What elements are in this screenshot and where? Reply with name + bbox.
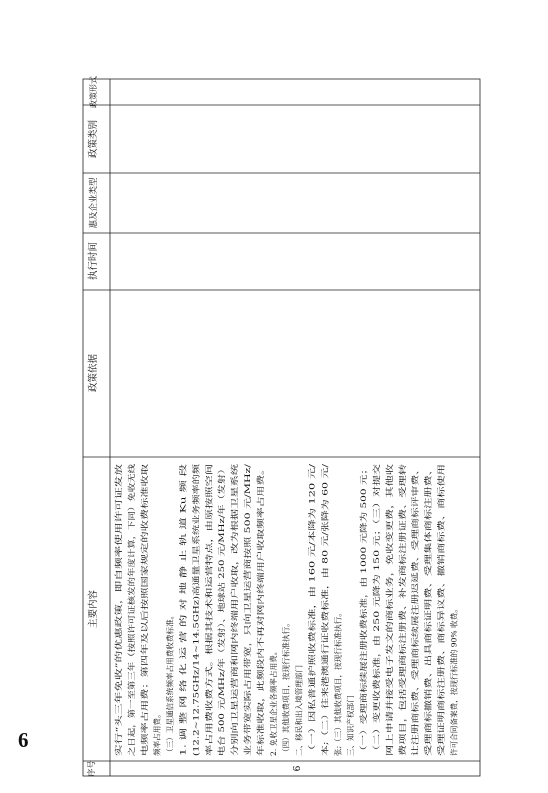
header-policy-form: 政策形式 [89, 76, 98, 108]
content-line: （一）受理商标续展注册收费标准，由 1000 元降为 500 元； [359, 545, 369, 756]
content-line: 年标准收取，此频段内不再对网内终端用户收取频率占用费。 [255, 550, 265, 756]
content-line: 受理商标撤销费、出具商标证明费、受理集体商标注册费、 [423, 558, 433, 756]
row-seq: 6 [293, 765, 303, 772]
header-policy-category: 政策类别 [88, 119, 99, 159]
content-line: 网上申请并接受电子发文的商标业务，免收变更费，其他收 [384, 558, 394, 756]
header-basis: 政策依据 [88, 353, 99, 393]
content-line: 受理证明商标注册费、商标异议费、撤销商标费、商标使用 [436, 558, 446, 756]
content-line: 率占用费收费方式。根据其技术和运营特点，由原按照空间 [204, 558, 214, 756]
content-line: (12.2~12.75GHz/14~14.5GHz)高通量卫星系统业务频率的频 [191, 537, 201, 756]
content-line: 许可合同备案费，按现行标准的 90% 收费。 [449, 605, 459, 756]
content-line: 之日起，第一至第三年（按照许可证核发的年度计算，下同）免收无线 [126, 520, 136, 756]
header-enterprise-type: 惠及企业类型 [89, 177, 99, 229]
content-line: 电频率占用费；第四年及以后按照国家规定的收费标准收取 [139, 558, 149, 756]
content-line: 业务带宽实际占用带宽，只向卫星运营商按照 500 元/MHz/ [243, 553, 252, 756]
content-line: 二、移民和出入境管理部门 [294, 664, 304, 756]
content-line: 分别向卫星运营商和网内终端用户收取，改为根据卫星系统 [230, 558, 240, 756]
content-line: 费项目，包括受理商标注册费、补发商标注册证费、受理转 [397, 558, 407, 756]
content-line: 让注册商标费、受理商标续展注册迟延费、受理商标评审费、 [410, 550, 420, 756]
header-content: 主要内容 [88, 589, 99, 629]
content-line: 1. 调 整 网 络 化 运 营 的 对 地 静 止 轨 道 Ku 频 段 [178, 575, 188, 756]
content-line: 张;（三）其他收费项目，按现行标准执行。 [333, 609, 343, 756]
content-line: 2. 免收卫星企业各频率占用费。 [268, 647, 278, 756]
content-line: （四）其他收费项目，按现行标准执行。 [281, 619, 291, 756]
content-line: （二）变更收费标准，由 250 元降为 150 元；（三）对提交 [372, 554, 381, 756]
row-content [113, 463, 459, 756]
content-line: 本;（二）往来港澳通行证收费标准，由 80 元/张降为 60 元/ [320, 552, 330, 756]
content-line: 实行“头三年免收”的优惠政策，即自频率使用许可证发放 [114, 565, 123, 756]
content-line: （三）卫星通信系统频率占用费收费标准。 [165, 611, 175, 756]
content-line: 频率占用费。 [152, 710, 162, 756]
content-line: 电台 500 元/MHz/年（发射）、地球站 250 元/MHz/年（发射） [217, 537, 227, 756]
page-number: 6 [18, 728, 29, 752]
content-line: 三、知识产权部门 [346, 695, 356, 756]
header-seq: 序号 [87, 760, 96, 777]
content-line: （一）因私普通护照收费标准，由 160 元/本降为 120 元/ [307, 560, 317, 756]
header-exec-time: 执行时间 [88, 241, 99, 281]
